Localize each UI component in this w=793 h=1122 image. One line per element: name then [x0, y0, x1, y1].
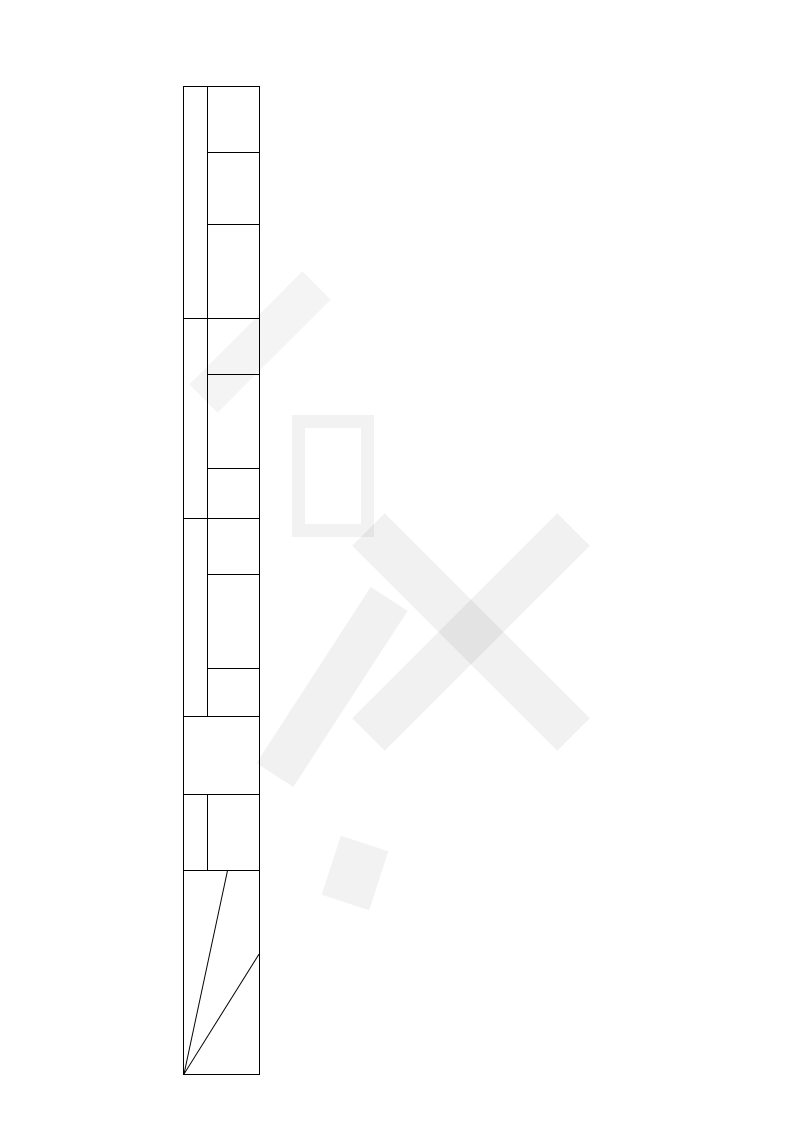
header-so2-converted — [208, 318, 260, 374]
diagonal-lines — [184, 871, 259, 1074]
header-nox-rate — [208, 152, 260, 224]
diagonal-header-cell — [184, 870, 260, 1074]
header-pm-measured — [208, 668, 260, 716]
header-nox-measured — [208, 224, 260, 318]
header-particulate — [184, 518, 208, 716]
header-flow — [184, 716, 260, 794]
header-ringelmann — [208, 794, 260, 870]
header-smoke-blackness — [184, 794, 208, 870]
header-nox — [184, 86, 208, 318]
header-pm-converted — [208, 518, 260, 574]
watermark-stroke — [322, 836, 389, 910]
monitoring-results-table — [183, 86, 260, 1075]
header-so2 — [184, 318, 208, 518]
watermark-stroke — [292, 415, 374, 537]
header-nox-converted — [208, 86, 260, 152]
header-so2-rate — [208, 374, 260, 468]
header-so2-measured — [208, 468, 260, 518]
header-pm-rate — [208, 574, 260, 668]
